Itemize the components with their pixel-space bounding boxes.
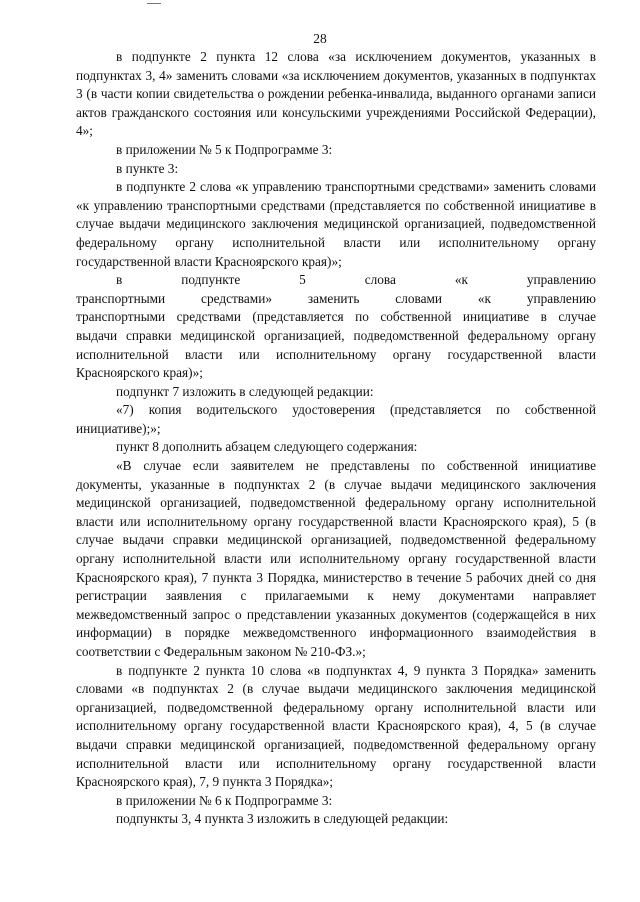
paragraph-7: «7) копия водительского удостоверения (представляется по собственной инициативе);»; — [76, 402, 596, 436]
paragraph-5: в подпункте 5 слова «к управлению транспортными средствами» заменить словами «к управлению транспортными средствами (представляется по собственной инициативе в случае выдачи справки медицинской организацией, подведомственной федеральному органу исполнительной власти или исполнительному органу государственной власти Красноярского края)»; — [76, 272, 596, 381]
document-body — [76, 48, 596, 829]
scan-mark — [147, 3, 161, 4]
paragraph-4: в подпункте 2 слова «к управлению транспортными средствами» заменить словами «к управлению транспортными средствами (представляется по собственной инициативе в случае выдачи медицинского заключения медицинской организацией, подведомственной федеральному органу исполнительной власти или исполнительному органу государственной власти Красноярского края)»; — [76, 179, 596, 269]
paragraph-10: в подпункте 2 пункта 10 слова «в подпунктах 4, 9 пункта 3 Порядка» заменить словами «в подпунктах 2 (в случае выдачи медицинского заключения медицинской организацией, подведомственной федеральному органу исполнительной власти или исполнительному органу государственной власти Красноярского края), 4, 5 (в случае выдачи справки медицинской организацией, подведомственной федеральному органу исполнительной власти или исполнительному органу государственной власти Красноярского края), 7, 9 пункта 3 Порядка»; — [76, 662, 596, 790]
paragraph-1: в подпункте 2 пункта 12 слова «за исключением документов, указанных в подпунктах 3, 4» заменить словами «за исключением документов, указанных в подпунктах 3 (в части копии свидетельства о рождении ребенка-инвалида, выданного органами записи актов гражданского состояния или консульскими учреждениями Российской Федерации), 4»; — [76, 49, 596, 139]
paragraph-12: подпункты 3, 4 пункта 3 изложить в следующей редакции: — [116, 811, 449, 827]
paragraph-8: пункт 8 дополнить абзацем следующего содержания: — [116, 439, 418, 455]
page-number: 28 — [313, 31, 327, 46]
paragraph-2: в приложении № 5 к Подпрограмме 3: — [116, 141, 333, 157]
paragraph-6: подпункт 7 изложить в следующей редакции: — [116, 383, 374, 399]
paragraph-3: в пункте 3: — [116, 160, 179, 176]
paragraph-11: в приложении № 6 к Подпрограмме 3: — [116, 792, 333, 808]
paragraph-9: «В случае если заявителем не представлены по собственной инициативе документы, указанные в подпунктах 2 (в случае выдачи медицинского заключения медицинской организацией, подведомственной федеральному органу исполнительной власти или исполнительному органу государственной власти Красноярского края), 5 (в случае выдачи справки медицинской организацией, подведомственной федеральному органу исполнительной власти или исполнительному органу государственной власти Красноярского края), 7 пункта 3 Порядка, министерство в течение 5 рабочих дней со дня регистрации заявления с прилагаемыми к нему документами направляет межведомственный запрос о представлении указанных документов (содержащейся в них информации) в порядке межведомственного информационного взаимодействия в соответствии с Федеральным законом № 210-ФЗ.»; — [76, 458, 596, 659]
